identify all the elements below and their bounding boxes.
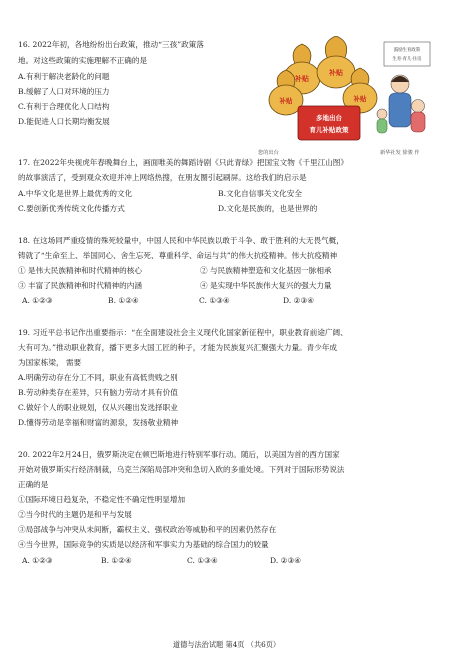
q20-option-d[interactable]: D. ②③④ (270, 556, 302, 565)
q20-stem-line1: 20. 2022年2月24日，俄罗斯决定在顿巴斯地进行特别军事行动。随后，以美国为首的西方国家 (18, 450, 340, 459)
cartoon-caption-left: 您的出台 (258, 150, 279, 156)
money-bag-2 (317, 36, 355, 88)
q17-option-c[interactable]: C.要创新优秀传统文化传播方式 (18, 204, 125, 213)
page-footer: 道德与法治试题 第4页 （共6页） (172, 640, 281, 649)
q20-item-1: ①国际环境日趋复杂，不稳定性不确定性明显增加 (18, 495, 186, 504)
q18-stem-line2: 铸就了“生命至上、举国同心、舍生忘死、尊重科学、命运与共”的伟大抗疫精神。伟大抗疫精神 (18, 251, 338, 260)
bag-label-3: 补贴 (279, 97, 293, 105)
q19-option-d[interactable]: D.懂得劳动是幸福和财富的源泉，发扬敬业精神 (18, 418, 179, 427)
sign-line1: 多地出台 (316, 114, 342, 122)
note-line1: 鼓励生育政策 (393, 48, 421, 53)
q16-stem-line2: 地。对这些政策的实施理解不正确的是 (18, 56, 148, 65)
policy-note (384, 42, 430, 66)
subsidy-cartoon (258, 36, 438, 148)
q19-option-c[interactable]: C.做好个人的职业规划，仅从兴趣出发选择职业 (18, 403, 178, 412)
q18-option-d[interactable]: D. ②③④ (283, 296, 315, 305)
q16-option-a[interactable]: A.有利于解决老龄化的问题 (18, 72, 110, 81)
bag-label-4: 补贴 (353, 95, 367, 103)
parent-figure (377, 75, 425, 133)
q18-item-1: ① 是伟大民族精神和时代精神的核心 (18, 266, 142, 275)
q20-item-2: ②当今时代的主题仍是和平与发展 (18, 510, 132, 519)
q17-stem-line2: 的故事演活了，受到观众欢迎并冲上网络热搜，在朋友圈引起刷屏。这给我们的启示是 (18, 173, 307, 182)
note-line2: 生育·育儿·住房 (392, 57, 422, 62)
cartoon-caption-right: 新华社发 徐骏 作 (380, 150, 420, 156)
q19-stem-line3: 为国家栋梁， 需要 (18, 358, 82, 367)
q17-option-a[interactable]: A.中华文化是世界上最优秀的文化 (18, 189, 133, 198)
q16-option-b[interactable]: B.缓解了人口对环境的压力 (18, 87, 110, 96)
q18-item-2: ② 与民族精神塑造和文化基因一脉相承 (200, 266, 332, 275)
q19-stem-line1: 19. 习近平总书记作出重要指示：“在全面建设社会主义现代化国家新征程中，职业教育前途广阔、 (18, 328, 348, 337)
q18-item-3: ③ 丰富了民族精神和时代精神的内涵 (18, 281, 142, 290)
bag-label-2: 补贴 (329, 69, 343, 77)
q18-option-b[interactable]: B. ①②④ (108, 296, 139, 305)
q20-option-b[interactable]: B. ①②④ (101, 556, 132, 565)
q20-item-4: ④当今世界，国际竞争的实质是以经济和军事实力为基础的综合国力的较量 (18, 540, 269, 549)
q20-stem-line3: 正确的是 (18, 480, 49, 489)
sign-line2: 育儿补贴政策 (309, 126, 349, 134)
q16-option-d[interactable]: D.能促进人口长期均衡发展 (18, 117, 110, 126)
q20-stem-line2: 开始对俄罗斯实行经济制裁，乌克兰深陷局部冲突和急切入欧的多重处境。下列对于国际形势说法 (18, 465, 345, 474)
q19-option-a[interactable]: A.明确劳动存在分工不同，职业有高低贵贱之别 (18, 373, 178, 382)
q17-option-d[interactable]: D.文化是民族的，也是世界的 (218, 204, 318, 213)
q16-option-c[interactable]: C.有利于合理优化人口结构 (18, 102, 110, 111)
q20-item-3: ③局部战争与冲突从未间断，霸权主义、强权政治等威胁和平的因素仍然存在 (18, 525, 277, 534)
q20-option-c[interactable]: C. ①③④ (187, 556, 218, 565)
q18-stem-line1: 18. 在这场同严重疫情的殊死较量中，中国人民和中华民族以敢于斗争、敢于胜利的大无畏气概， (18, 236, 344, 245)
red-sign (298, 106, 360, 140)
q18-option-a[interactable]: A. ①②③ (22, 296, 53, 305)
q16-stem-line1: 16. 2022年初，各地纷纷出台政策，推动“三孩”政策落 (18, 40, 204, 49)
q17-stem-line1: 17. 在2022年央视虎年春晚舞台上，画面唯美的舞蹈诗剧《只此青绿》把国宝文物《千里江山图》 (18, 158, 348, 167)
q19-stem-line2: 大有可为。”推动职业教育，播下更多大国工匠的种子，才能为民族复兴汇聚强大力量。青少年成 (18, 343, 338, 352)
q20-option-a[interactable]: A. ①②③ (22, 556, 53, 565)
q17-option-b[interactable]: B.文化自信事关文化安全 (218, 189, 302, 198)
q18-item-4: ④ 是实现中华民族伟大复兴的强大力量 (200, 281, 332, 290)
q19-option-b[interactable]: B.劳动种类存在差异，只有脑力劳动才具有价值 (18, 388, 178, 397)
q18-option-c[interactable]: C. ①③④ (199, 296, 230, 305)
bag-label-1: 补贴 (295, 75, 309, 83)
